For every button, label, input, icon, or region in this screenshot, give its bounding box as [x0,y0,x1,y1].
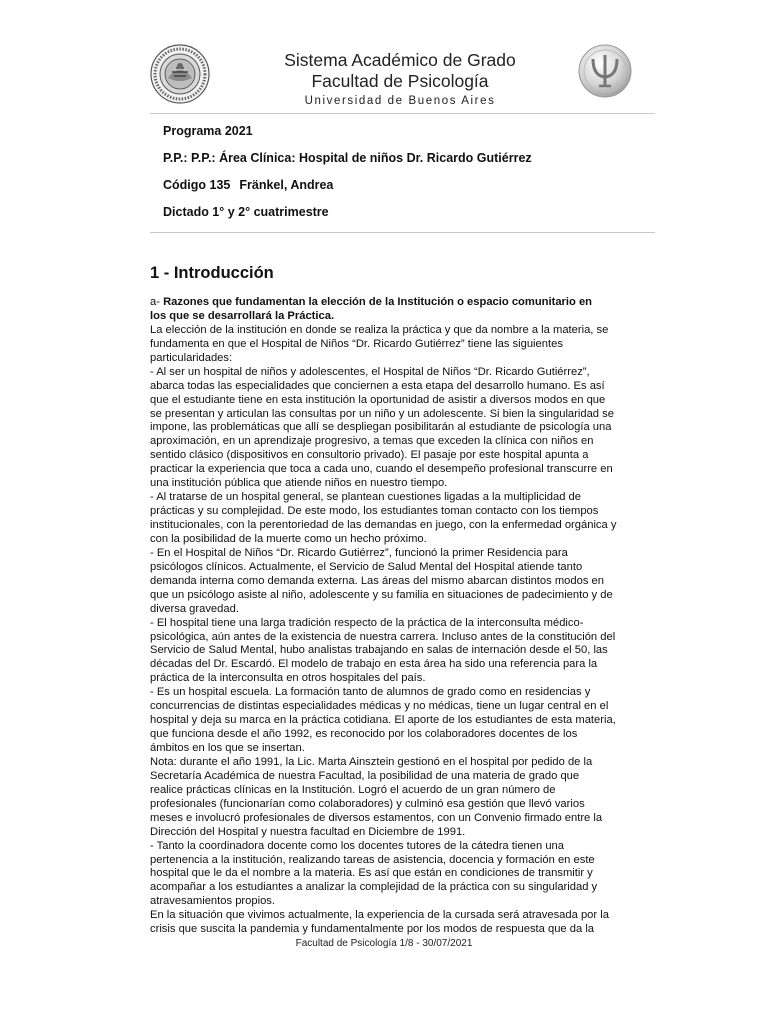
text-line: La elección de la institución en donde se realiza la práctica y que da nombre a la materia, se [150,323,609,336]
text-line: que funciona desde el año 1992, es reconocido por los colaboradores docentes de los [150,728,578,741]
text-line: - Al tratarse de un hospital general, se plantean cuestiones ligadas a la multiplicidad de [150,491,581,504]
text-line: hospital y deja su marca en la práctica cotidiana. El aporte de los estudiantes de esta materia, [150,714,616,727]
text-line: Dirección del Hospital y nuestra facultad en Diciembre de 1991. [150,825,466,838]
paragraph-lines [150,324,660,937]
text-line: crisis que suscita la pandemia y fundamentalmente por los modos de respuesta que da la [150,923,595,936]
heading-prefix: a- [150,296,164,308]
text-line: hospital que le da el nombre a la materia. Es así que están en condiciones de transmitir y [150,867,593,880]
text-line: abarca todas las especialidades que conciernen a esta etapa del desarrollo humano. Es así [150,379,605,392]
header-divider [150,113,655,114]
header-title-line1: Sistema Académico de Grado [284,50,516,70]
text-line: demanda interna como demanda externa. Las áreas del mismo abarcan distintos modos en [150,574,604,587]
text-line: profesionales (funcionarían como colaboradores) y culminó esa gestión que llevó varios [150,797,585,810]
text-line: se presentan y articulan las consultas por un niño y un adolescente. Si bien la singularidad se [150,407,614,420]
text-line: práctica de la interconsulta en otros hospitales del país. [150,672,426,685]
header-title-line2: Facultad de Psicología [311,71,489,91]
text-line: particularidades: [150,351,233,364]
text-line: - El hospital tiene una larga tradición respecto de la práctica de la interconsulta médico- [150,616,584,629]
text-line: que un psicólogo asiste al niño, adolescente y su familia en situaciones de padecimiento y de [150,588,613,601]
text-line: ámbitos en los que se insertan. [150,742,305,754]
text-line: institucionales, con la perentoriedad de las demandas en juego, con la enfermedad orgánica y [150,519,617,531]
text-line: - Es un hospital escuela. La formación tanto de alumnos de grado como en residencias y [150,686,591,699]
text-line: Servicio de Salud Mental, hubo analistas trabajando en salas de internación desde el 50, las [150,644,608,657]
psi-logo-icon [578,44,632,98]
program-year: Programa 2021 [163,124,253,138]
text-line: prácticas y su complejidad. De este modo, los estudiantes toman contacto con los tiempos [150,505,599,518]
professor-name: Fränkel, Andrea [239,178,334,192]
header-title-block [200,50,600,109]
page-footer: Facultad de Psicología 1/8 - 30/07/2021 [295,938,473,949]
text-line: impone, las problemáticas que allí se despliegan posibilitarán al estudiante de psicología una [150,421,612,434]
text-line: Nota: durante el año 1991, la Lic. Marta Ainsztein gestionó en el hospital por pedido de la [150,755,593,768]
course-term: Dictado 1° y 2° cuatrimestre [163,205,329,219]
heading-bold-1: Razones que fundamentan la elección de la Institución o espacio comunitario en [163,296,593,308]
course-code-label: Código 135 [163,178,231,192]
text-line: psicólogos clínicos. Actualmente, el Servicio de Salud Mental del Hospital atiende tanto [150,560,583,573]
header-subtitle: Universidad de Buenos Aires [304,95,496,107]
course-code [163,177,643,204]
text-line: realice prácticas clínicas en la Institución. Logró el acuerdo de un gran número de [150,783,556,796]
text-line: una institución pública que atiende niños en nuestro tiempo. [150,477,448,490]
text-line: pertenencia a la institución, realizando tareas de asistencia, docencia y formación en este [150,853,595,866]
text-line: practicar la experiencia que toca a cada uno, cuando el desempeño profesional transcurre en [150,463,613,476]
text-line: con la posibilidad de la muerte como un hecho próximo. [150,532,427,545]
subsection-heading [150,296,660,310]
text-line: psicológica, aún antes de la existencia de nuestra carrera. Incluso antes de la constitución del [150,630,616,643]
text-line: - Al ser un hospital de niños y adolescentes, el Hospital de Niños “Dr. Ricardo Gutiérrez”, [150,365,590,378]
text-line: concurrencias de distintas especialidades médicas y no médicas, tiene un lugar central en el [150,700,609,713]
info-divider [150,232,655,233]
text-line: diversa gravedad. [150,602,239,615]
text-line: meses e involucró profesionales de diversos estamentos, con un Convenio firmado entre la [150,811,603,824]
text-line: aproximación, en un aprendizaje progresivo, a temas que exceden la clínica con niños en [150,435,594,448]
section-title: 1 - Introducción [150,264,274,282]
section-body [150,296,660,937]
heading-bold-2: los que se desarrollará la Práctica. [150,309,335,322]
text-line: atravesamientos propios. [150,895,275,908]
course-info [163,123,643,231]
text-line: que el estudiante tiene en esta institución la oportunidad de asistir a diversos modos en que [150,393,606,406]
text-line: - En el Hospital de Niños “Dr. Ricardo Gutiérrez”, funcionó la primer Residencia para [150,546,568,559]
page-header [0,40,768,120]
text-line: - Tanto la coordinadora docente como los docentes tutores de la cátedra tienen una [150,839,565,852]
text-line: décadas del Dr. Escardó. El modelo de trabajo en esta área ha sido una referencia para la [150,658,598,671]
text-line: Secretaría Académica de nuestra Facultad, la posibilidad de una materia de grado que [150,769,580,782]
text-line: fundamenta en que el Hospital de Niños “Dr. Ricardo Gutiérrez” tiene las siguientes [150,337,563,350]
text-line: En la situación que vivimos actualmente, la experiencia de la cursada será atravesada por la [150,909,609,922]
text-line: acompañar a los estudiantes a analizar la complejidad de la práctica con su singularidad y [150,881,598,894]
text-line: sentido clásico (dispositivos en consultorio privado). El pasaje por este hospital apunta a [150,449,589,462]
program-area: P.P.: P.P.: Área Clínica: Hospital de niños Dr. Ricardo Gutiérrez [163,151,532,165]
